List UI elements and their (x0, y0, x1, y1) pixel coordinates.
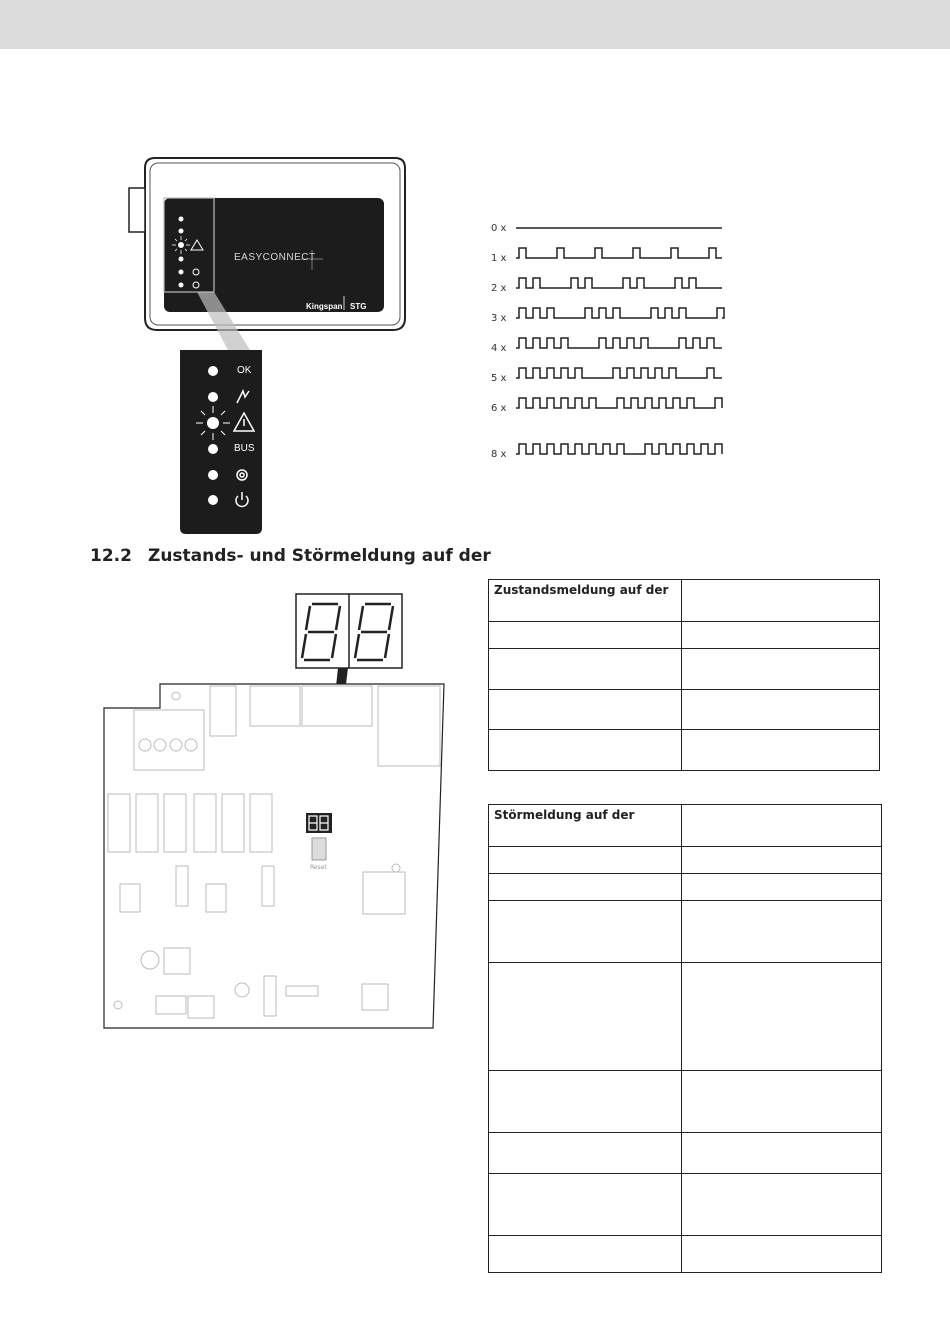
led-label-ok: OK (237, 365, 252, 376)
status-table (488, 579, 880, 771)
blink-label: 5 x (491, 373, 507, 384)
led-label-bus: BUS (234, 443, 255, 454)
reset-button (312, 838, 326, 860)
section-number: 12.2 (90, 546, 132, 566)
section-title-text: Zustands- und Störmeldung auf der (148, 546, 491, 566)
blink-label: 3 x (491, 313, 507, 324)
blink-label: 2 x (491, 283, 507, 294)
fault-table-header: Störmeldung auf der (489, 805, 682, 847)
reset-label: Reset (310, 864, 327, 871)
blink-label: 6 x (491, 403, 507, 414)
status-table-header: Zustandsmeldung auf der (489, 580, 682, 622)
brand-name: EASYCONNECT (234, 252, 316, 263)
blink-label: 4 x (491, 343, 507, 354)
fault-table (488, 804, 882, 1273)
blink-label: 8 x (491, 449, 507, 460)
blink-label: 0 x (491, 223, 507, 234)
kingspan-logo: Kingspan (306, 302, 343, 311)
blink-label: 1 x (491, 253, 507, 264)
model-badge: STG (350, 302, 367, 311)
